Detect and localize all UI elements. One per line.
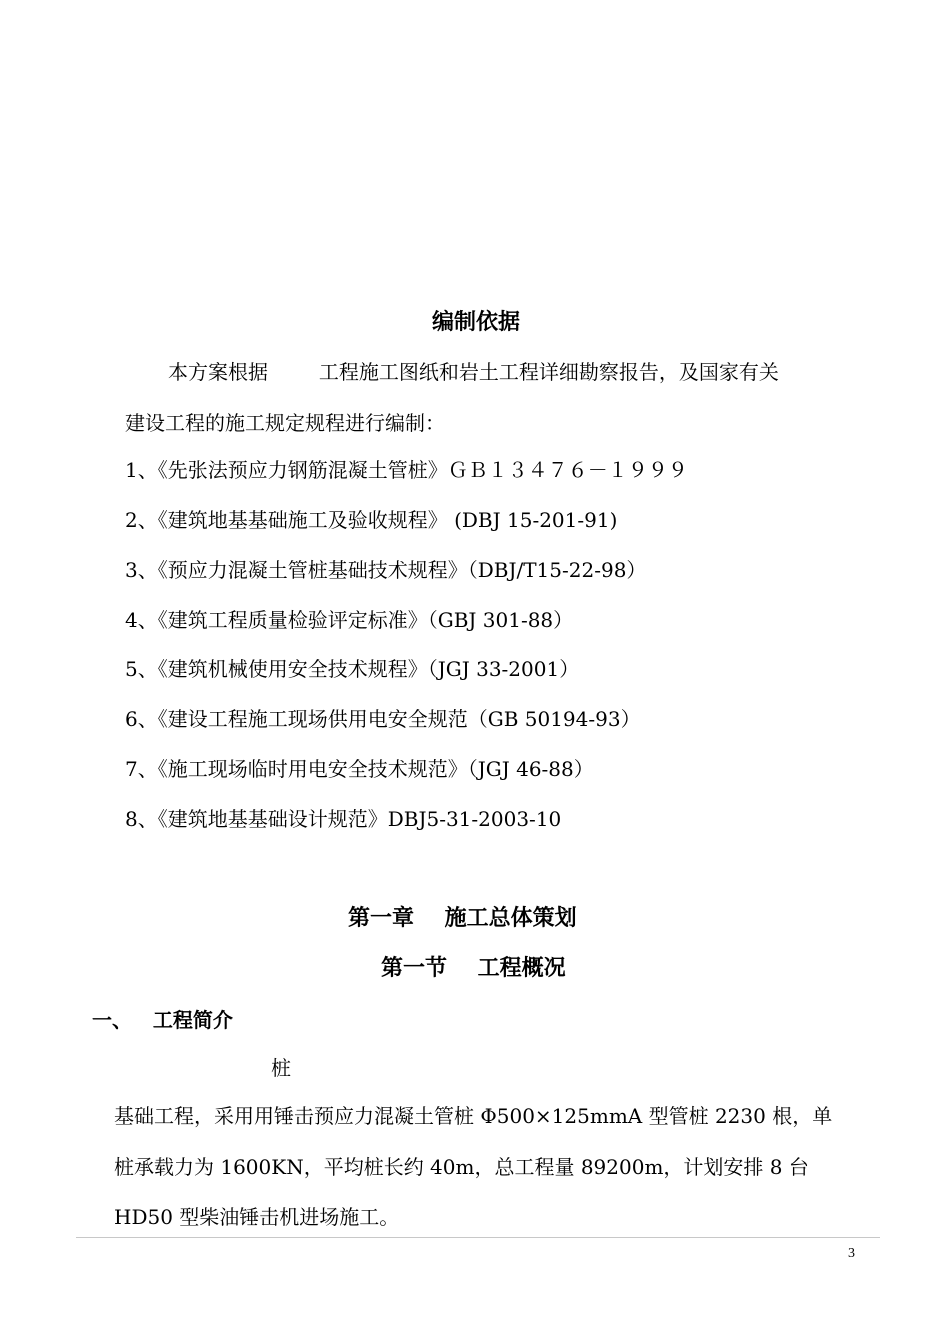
basis-item-7: 7、《施工现场临时用电安全技术规范》（JGJ 46-88）	[125, 757, 594, 781]
overview-line-4: HD50 型柴油锤击机进场施工。	[114, 1205, 400, 1229]
overview-line-2: 基础工程，采用用锤击预应力混凝土管桩 Φ500×125mmA 型管桩 2230 根，单	[114, 1104, 833, 1128]
page-number: 3	[848, 1246, 855, 1261]
basis-item-2: 2、《建筑地基基础施工及验收规程》 (DBJ 15-201-91)	[125, 508, 618, 532]
subsection-title: 一、 工程简介	[92, 1008, 233, 1032]
basis-item-4: 4、《建筑工程质量检验评定标准》（GBJ 301-88）	[125, 608, 574, 632]
footer-divider	[76, 1237, 880, 1238]
overview-line-1: 桩	[271, 1056, 291, 1080]
basis-item-5: 5、《建筑机械使用安全技术规程》（JGJ 33-2001）	[125, 657, 580, 681]
overview-line-3: 桩承载力为 1600KN，平均桩长约 40m，总工程量 89200m，计划安排 8 台	[114, 1155, 809, 1179]
section-title: 第一节 工程概况	[381, 956, 566, 981]
chapter-title: 第一章 施工总体策划	[348, 906, 577, 931]
basis-title: 编制依据	[432, 310, 521, 335]
basis-item-8: 8、《建筑地基基础设计规范》DBJ5-31-2003-10	[125, 807, 562, 831]
basis-intro-line-1: 本方案根据 工程施工图纸和岩土工程详细勘察报告，及国家有关	[168, 360, 779, 384]
basis-item-1: 1、《先张法预应力钢筋混凝土管桩》ＧＢ１３４７６－１９９９	[125, 458, 688, 482]
basis-item-3: 3、《预应力混凝土管桩基础技术规程》（DBJ/T15-22-98）	[125, 558, 647, 582]
basis-intro-line-2: 建设工程的施工规定规程进行编制：	[125, 411, 445, 435]
basis-item-6: 6、《建设工程施工现场供用电安全规范（GB 50194-93）	[125, 707, 641, 731]
